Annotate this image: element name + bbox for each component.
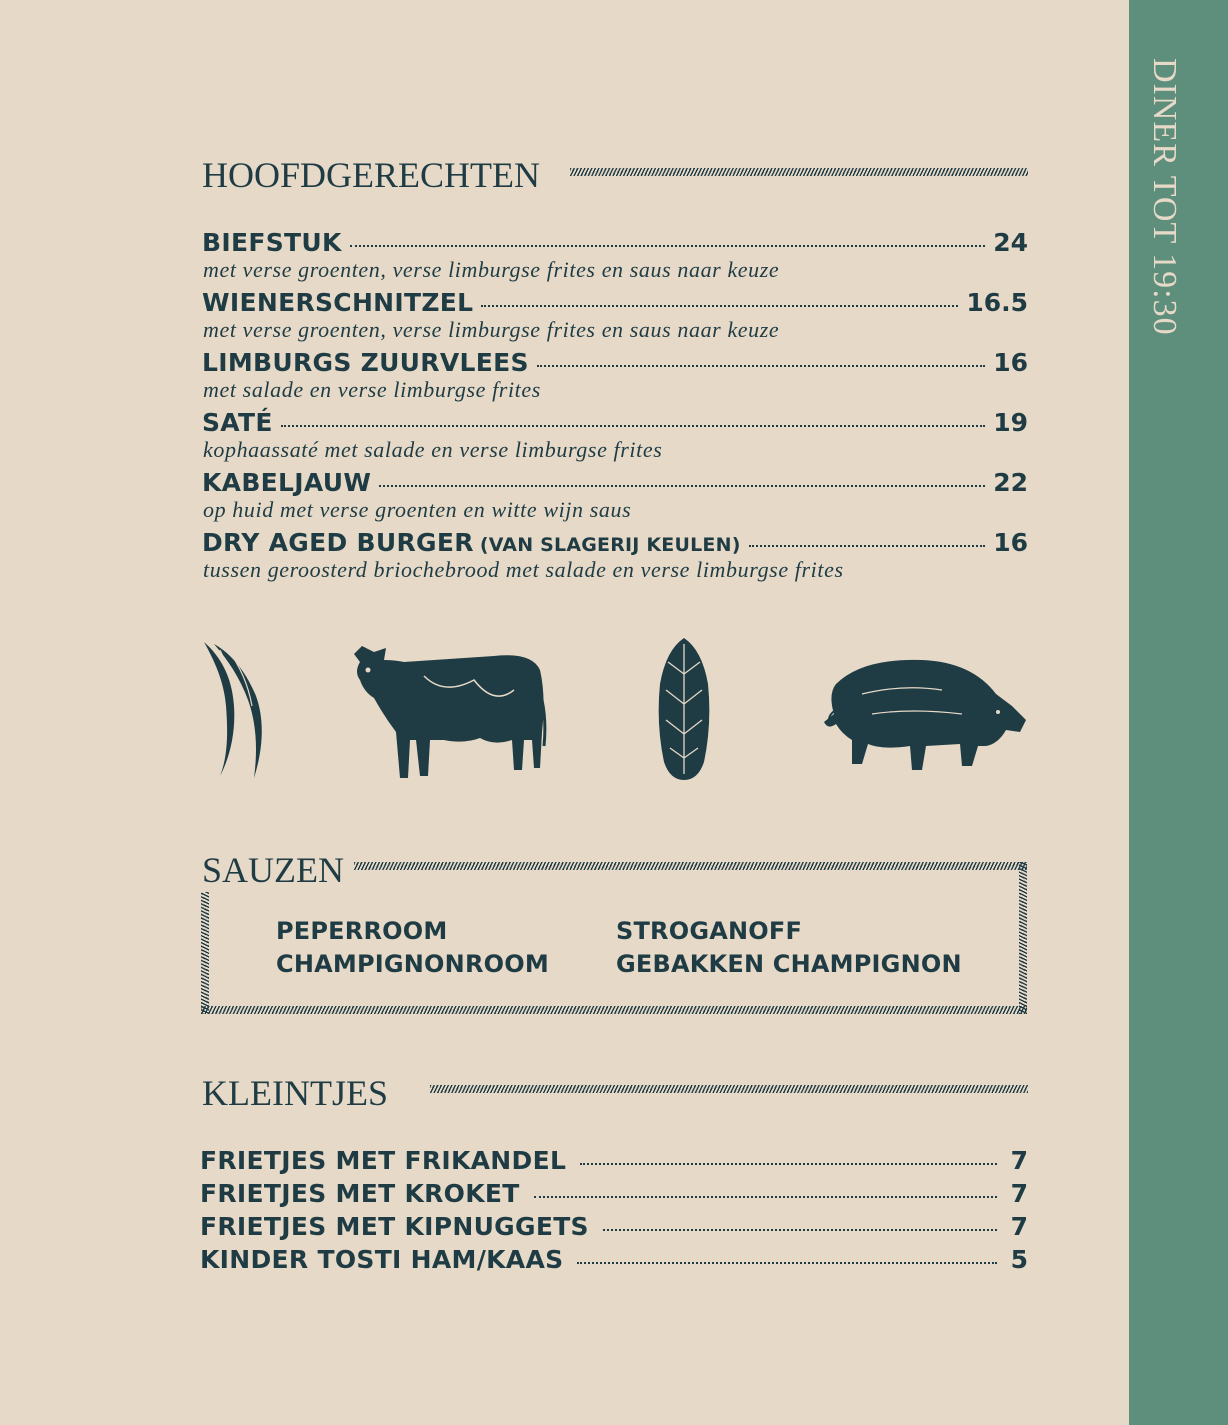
item-description: kophaassaté met salade en verse limburgse frites	[203, 437, 663, 462]
item-price: 22	[993, 468, 1028, 497]
dot-leader	[577, 1262, 996, 1264]
item-price: 5	[1010, 1245, 1028, 1274]
item-name: DRY AGED BURGER	[202, 528, 474, 557]
dot-leader	[350, 245, 986, 247]
kids-item-tosti	[200, 1245, 1028, 1275]
sidebar-label: DINER TOT 19:30	[1146, 58, 1183, 336]
item-description: op huid met verse groenten en witte wijn saus	[203, 497, 632, 522]
item-name: KABELJAUW	[202, 468, 372, 497]
cow-icon	[344, 636, 549, 784]
item-price: 7	[1010, 1179, 1028, 1208]
item-description: tussen geroosterd briochebrood met salade en verse limburgse frites	[203, 557, 844, 582]
menu-item-biefstuk	[202, 228, 1028, 258]
item-name: WIENERSCHNITZEL	[202, 288, 474, 317]
dot-leader	[749, 545, 986, 547]
item-price: 7	[1010, 1212, 1028, 1241]
dot-leader	[580, 1163, 996, 1165]
item-name: SATÉ	[202, 408, 273, 437]
sauce-stroganoff: STROGANOFF	[616, 917, 803, 945]
main-courses-title: HOOFDGERECHTEN	[202, 155, 540, 195]
menu-item-zuurvlees	[202, 348, 1028, 378]
menu-item-burger	[202, 528, 1028, 558]
kids-item-kipnuggets	[200, 1212, 1028, 1242]
pig-icon	[822, 654, 1027, 774]
menu-item-wienerschnitzel	[202, 288, 1028, 318]
item-price: 16	[993, 528, 1028, 557]
item-description: met verse groenten, verse limburgse frites en saus naar keuze	[203, 257, 780, 282]
item-name: KINDER TOSTI HAM/KAAS	[200, 1245, 564, 1274]
dot-leader	[281, 425, 985, 427]
menu-item-sate	[202, 408, 1028, 438]
item-description: met verse groenten, verse limburgse frites en saus naar keuze	[203, 317, 780, 342]
item-price: 16.5	[966, 288, 1028, 317]
item-name: FRIETJES MET KROKET	[200, 1179, 520, 1208]
item-description: met salade en verse limburgse frites	[203, 377, 541, 402]
frame-left	[201, 892, 209, 1014]
kids-title: KLEINTJES	[202, 1073, 388, 1113]
frame-right	[1019, 862, 1027, 1014]
item-name-suffix: (VAN SLAGERIJ KEULEN)	[479, 534, 741, 556]
kids-item-kroket	[200, 1179, 1028, 1209]
dot-leader	[537, 365, 985, 367]
sauce-gebakken-champignon: GEBAKKEN CHAMPIGNON	[616, 950, 962, 978]
item-name: FRIETJES MET FRIKANDEL	[200, 1146, 567, 1175]
sauce-champignonroom: CHAMPIGNONROOM	[276, 950, 549, 978]
chili-pepper-icon	[198, 636, 278, 786]
item-name: LIMBURGS ZUURVLEES	[202, 348, 529, 377]
menu-item-kabeljauw	[202, 468, 1028, 498]
item-price: 16	[993, 348, 1028, 377]
item-price: 24	[993, 228, 1028, 257]
dot-leader	[534, 1196, 997, 1198]
dot-leader	[603, 1229, 997, 1231]
main-courses-rule	[570, 168, 1028, 176]
item-name: FRIETJES MET KIPNUGGETS	[200, 1212, 589, 1241]
dot-leader	[379, 485, 985, 487]
sauces-title: SAUZEN	[202, 850, 344, 890]
dot-leader	[481, 305, 958, 307]
kids-rule	[430, 1085, 1028, 1093]
item-price: 19	[993, 408, 1028, 437]
sauce-peperroom: PEPERROOM	[276, 917, 448, 945]
item-price: 7	[1010, 1146, 1028, 1175]
lettuce-icon	[654, 634, 714, 784]
kids-item-frikandel	[200, 1146, 1028, 1176]
frame-bottom	[201, 1006, 1027, 1014]
item-name: BIEFSTUK	[202, 228, 342, 257]
